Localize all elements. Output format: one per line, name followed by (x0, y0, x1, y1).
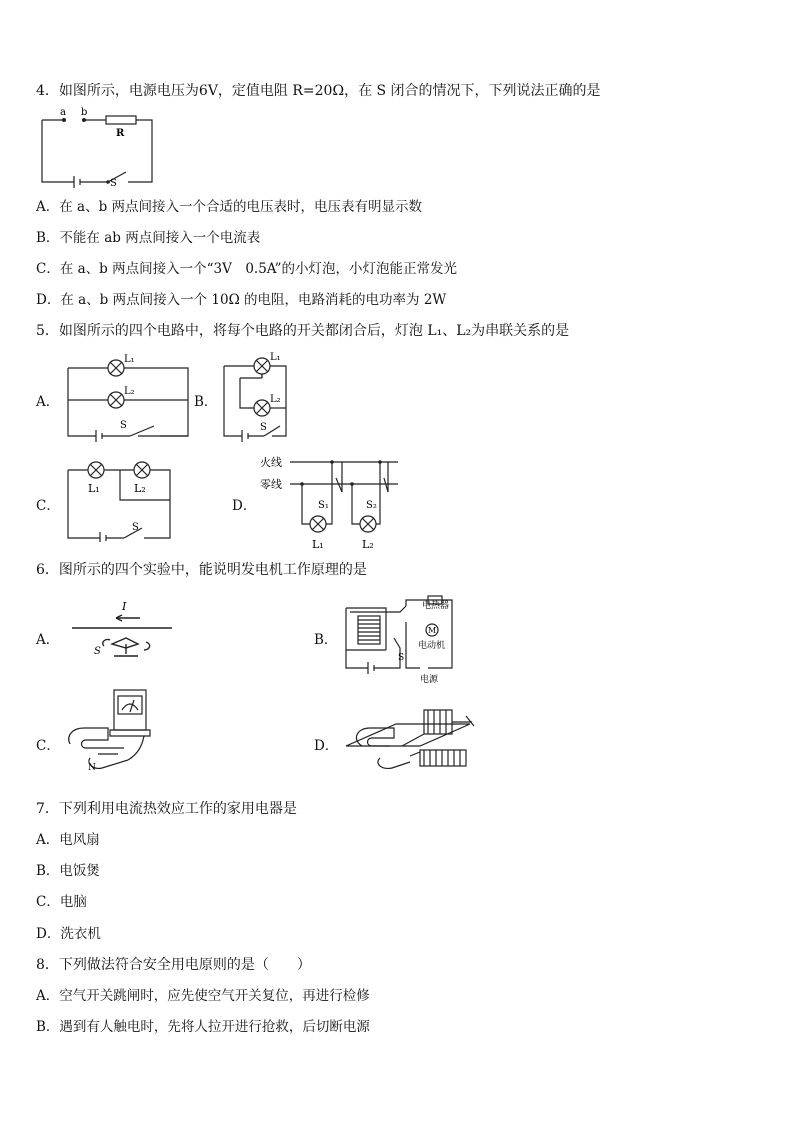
q4-label-R: R (116, 128, 125, 139)
q5d-fire-line: 火线 (260, 456, 282, 469)
q5-circuit-d (258, 452, 404, 550)
q5c-L1: L₁ (88, 482, 100, 495)
q5c-S: S (132, 522, 139, 533)
q5-circuit-b (218, 350, 292, 442)
q4-option-d: D．在 a、b 两点间接入一个 10Ω 的电阻，电路消耗的电功率为 2W (36, 292, 447, 308)
q6-label-c: C． (36, 738, 60, 754)
q5a-S: S (120, 420, 127, 431)
q4-option-a: A．在 a、b 两点间接入一个合适的电压表时，电压表有明显示数 (36, 199, 423, 215)
q5b-L2: L₂ (270, 394, 281, 405)
q6b-motor-M: M (428, 626, 437, 635)
q6c-N: N (88, 763, 96, 773)
q5-circuit-c (62, 456, 176, 542)
q4-option-b: B．不能在 ab 两点间接入一个电流表 (36, 230, 261, 246)
q4-label-S: S (110, 178, 117, 188)
q8-option-b: B．遇到有人触电时，先将人拉开进行抢救，后切断电源 (36, 1019, 370, 1035)
q5a-L2: L₂ (124, 386, 135, 397)
q4-label-b: b (81, 107, 88, 118)
q5b-S: S (260, 422, 267, 433)
q6-label-d: D． (314, 738, 339, 754)
q5d-L2: L₂ (362, 538, 374, 550)
q6b-power: 电源 (420, 675, 439, 684)
q5d-L1: L₁ (312, 538, 324, 550)
q5a-L1: L₁ (124, 354, 135, 365)
q6-motor-figure (340, 700, 480, 780)
q8-stem: 8．下列做法符合安全用电原则的是（ ） (36, 957, 311, 973)
q6-label-b: B． (314, 632, 338, 648)
q6b-heater: 电热器 (422, 601, 450, 611)
q5b-L1: L₁ (270, 352, 281, 363)
q6b-motor: 电动机 (418, 641, 446, 651)
q6a-S: S (94, 646, 101, 657)
q5-label-c: C． (36, 498, 60, 514)
q5d-zero-line: 零线 (260, 478, 282, 491)
q4-option-c: C．在 a、b 两点间接入一个“3V 0.5A”的小灯泡，小灯泡能正常发光 (36, 261, 457, 277)
q6-relay-figure (340, 592, 462, 684)
q6a-current-I: I (122, 600, 127, 613)
q6-stem: 6．图所示的四个实验中，能说明发电机工作原理的是 (36, 562, 367, 578)
q6b-S: S (398, 653, 405, 663)
q6-oersted-figure (70, 598, 174, 662)
q5-label-d: D． (232, 498, 257, 514)
q8-option-a: A．空气开关跳闸时，应先使空气开关复位，再进行检修 (36, 988, 370, 1004)
q4-circuit-figure (36, 106, 158, 188)
q7-option-d: D．洗衣机 (36, 926, 101, 942)
q4-stem: 4．如图所示，电源电压为6V，定值电阻 R=20Ω，在 S 闭合的情况下，下列说法正确的是 (36, 83, 601, 99)
q5-label-a: A． (36, 394, 60, 410)
q5d-S2: S₂ (366, 500, 377, 511)
q7-stem: 7．下列利用电流热效应工作的家用电器是 (36, 801, 297, 817)
q5d-S1: S₁ (318, 500, 329, 511)
q7-option-c: C．电脑 (36, 894, 87, 910)
q5c-L2: L₂ (134, 482, 146, 495)
q6-galvanometer-figure (64, 688, 160, 774)
q5-circuit-a (62, 352, 194, 442)
q7-option-a: A．电风扇 (36, 832, 100, 848)
q6-label-a: A． (36, 632, 60, 648)
q5-label-b: B． (194, 394, 218, 410)
q7-option-b: B．电饭煲 (36, 863, 100, 879)
q5-stem: 5．如图所示的四个电路中，将每个电路的开关都闭合后，灯泡 L₁、L₂为串联关系的是 (36, 323, 570, 339)
q4-label-a: a (60, 107, 66, 118)
